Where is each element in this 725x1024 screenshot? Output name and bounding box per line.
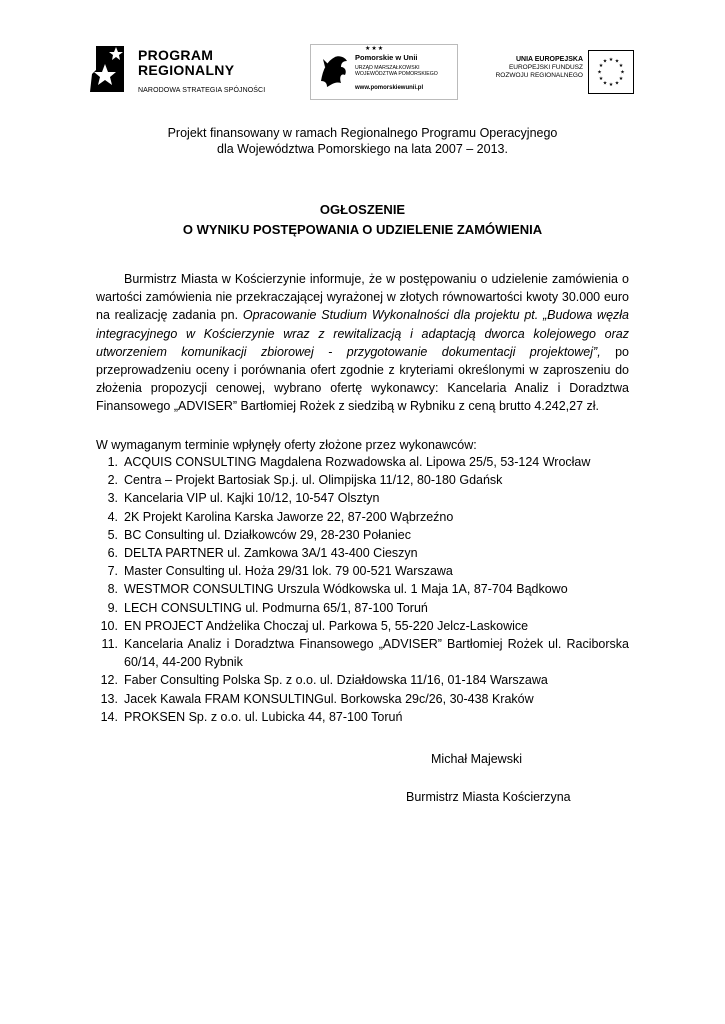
- list-item-text: BC Consulting ul. Działkowców 29, 28-230 Połaniec: [124, 527, 411, 542]
- list-item: [96, 471, 629, 489]
- stars-icon: ★★★: [365, 46, 385, 52]
- list-item-number: 10.: [100, 618, 118, 633]
- document-title: [0, 200, 725, 240]
- list-item-text: LECH CONSULTING ul. Podmurna 65/1, 87-100 Toruń: [124, 600, 428, 615]
- svg-text:★: ★: [598, 63, 604, 69]
- list-item: [96, 526, 629, 544]
- pomorskie-line2: WOJEWÓDZTWA POMORSKIEGO: [355, 71, 438, 77]
- eu-line2: EUROPEJSKI FUNDUSZ: [508, 64, 583, 71]
- svg-text:★: ★: [598, 76, 604, 82]
- svg-text:★: ★: [614, 80, 620, 87]
- svg-text:★: ★: [602, 58, 608, 65]
- list-item-number: 2.: [107, 473, 118, 488]
- eu-line3: ROZWOJU REGIONALNEGO: [495, 72, 583, 79]
- paragraph-part2: po przeprowadzeniu oceny i porównania ofert zgodnie z kryteriami określonymi w zaproszeniu do złożenia propozycji cenowej, wybrano ofertę wykonawcy: Kancelaria Analiz i Doradztwa Finansowego „ADVISER” Bartłomiej Rożek z siedzibą w Rybniku z ceną brutto 4.242,27 zł.: [96, 344, 629, 414]
- svg-text:★: ★: [608, 57, 614, 63]
- pomorskie-url: www.pomorskiewunii.pl: [355, 85, 424, 91]
- list-item-number: 1.: [107, 455, 118, 469]
- program-logo-line2: REGIONALNY: [138, 62, 235, 78]
- pomorskie-logo: [310, 44, 458, 100]
- eu-logo-text: [485, 56, 583, 80]
- list-item: [96, 508, 629, 526]
- list-item-number: 14.: [100, 709, 118, 724]
- program-logo-subtitle: NARODOWA STRATEGIA SPÓJNOŚCI: [138, 87, 266, 94]
- list-item-number: 6.: [107, 546, 118, 561]
- list-item-text: WESTMOR CONSULTING Urszula Wódkowska ul. 1 Maja 1A, 87-704 Bądkowo: [124, 582, 568, 597]
- list-item: [96, 453, 629, 471]
- announcement-paragraph: [96, 270, 629, 416]
- title-line2: O WYNIKU POSTĘPOWANIA O UDZIELENIE ZAMÓWIENIA: [182, 222, 543, 237]
- list-item-text: Kancelaria VIP ul. Kajki 10/12, 10-547 Olsztyn: [124, 491, 380, 506]
- list-item-number: 12.: [100, 673, 118, 688]
- list-item: [96, 580, 629, 598]
- list-item-number: 3.: [107, 491, 118, 506]
- offers-list: [96, 453, 629, 726]
- list-item: [96, 617, 629, 635]
- signature-role: Burmistrz Miasta Kościerzyna: [406, 790, 571, 804]
- list-item-number: 9.: [107, 600, 118, 615]
- svg-text:★: ★: [618, 63, 624, 69]
- list-item-text: Centra – Projekt Bartosiak Sp.j. ul. Olimpijska 11/12, 80-180 Gdańsk: [124, 473, 503, 488]
- eu-flag-icon: [588, 50, 634, 94]
- svg-text:★: ★: [608, 82, 614, 88]
- svg-text:★: ★: [597, 69, 602, 76]
- list-item: [96, 562, 629, 580]
- list-item-text: Kancelaria Analiz i Doradztwa Finansowego „ADVISER” Bartłomiej Rożek ul. Raciborska 60/14, 44-200 Rybnik: [124, 637, 629, 670]
- list-item-number: 5.: [107, 527, 118, 542]
- intro-line1: Projekt finansowany w ramach Regionalnego Programu Operacyjnego: [167, 126, 558, 140]
- pomorskie-office: [355, 65, 438, 77]
- list-item: [96, 671, 629, 689]
- list-item-text: EN PROJECT Andżelika Choczaj ul. Parkowa 5, 55-220 Jelcz-Laskowice: [124, 618, 529, 633]
- list-item-text: 2K Projekt Karolina Karska Jaworze 22, 87-200 Wąbrzeźno: [124, 509, 454, 524]
- title-line1: OGŁOSZENIE: [319, 202, 406, 217]
- list-item: [96, 708, 629, 726]
- list-item: [96, 489, 629, 507]
- signature-name: Michał Majewski: [431, 752, 522, 766]
- list-item-number: 8.: [107, 582, 118, 597]
- svg-text:★: ★: [614, 58, 620, 65]
- intro-line2: dla Województwa Pomorskiego na lata 2007 – 2013.: [217, 142, 508, 156]
- list-item-number: 4.: [107, 509, 118, 524]
- pomorskie-line1: URZĄD MARSZAŁKOWSKI: [355, 65, 420, 71]
- offers-lead: W wymaganym terminie wpłynęły oferty złożone przez wykonawców:: [96, 438, 477, 452]
- list-item-number: 7.: [107, 564, 118, 579]
- list-item-number: 13.: [100, 691, 118, 706]
- intro-text: [0, 125, 725, 157]
- list-item-text: Master Consulting ul. Hoża 29/31 lok. 79 00-521 Warszawa: [124, 564, 453, 579]
- eu-line1: UNIA EUROPEJSKA: [515, 56, 583, 63]
- svg-text:★: ★: [618, 76, 624, 82]
- list-item: [96, 599, 629, 617]
- list-item-text: PROKSEN Sp. z o.o. ul. Lubicka 44, 87-100 Toruń: [124, 709, 403, 724]
- list-item-text: Faber Consulting Polska Sp. z o.o. ul. Działdowska 11/16, 01-184 Warszawa: [124, 673, 548, 688]
- list-item: [96, 690, 629, 708]
- list-item-text: Jacek Kawala FRAM KONSULTINGul. Borkowska 29c/26, 30-438 Kraków: [124, 691, 534, 706]
- program-regionalny-mark-icon: [88, 44, 126, 94]
- list-item-number: 11.: [101, 637, 118, 652]
- griffin-crest-icon: [317, 51, 351, 89]
- header-logos: [0, 42, 725, 102]
- list-item-text: ACQUIS CONSULTING Magdalena Rozwadowska al. Lipowa 25/5, 53-124 Wrocław: [124, 455, 591, 469]
- list-item: [96, 635, 629, 671]
- project-title: Opracowanie Studium Wykonalności dla projektu pt. „Budowa węzła integracyjnego w Kościerzynie wraz z rewitalizacją i adaptacją dworca kolejowego oraz utworzeniem komunikacji zbiorowej - przygotowanie dokumentacji projektowej”,: [96, 308, 629, 359]
- list-item-text: DELTA PARTNER ul. Zamkowa 3A/1 43-400 Cieszyn: [124, 546, 418, 561]
- svg-text:★: ★: [620, 69, 625, 76]
- program-logo-line1: PROGRAM: [138, 47, 214, 63]
- paragraph-part1: Burmistrz Miasta w Kościerzynie informuje, że w postępowaniu o udzielenie zamówienia o wartości zamówienia nie przekraczającej wyrażonej w złotych równowartości kwoty 30.000 euro na realizację zadania pn.: [96, 272, 629, 323]
- list-item: [96, 544, 629, 562]
- svg-text:★: ★: [602, 80, 608, 87]
- program-logo-title: [138, 48, 234, 78]
- pomorskie-title: Pomorskie w Unii: [355, 53, 418, 62]
- program-regionalny-logo: [88, 42, 278, 102]
